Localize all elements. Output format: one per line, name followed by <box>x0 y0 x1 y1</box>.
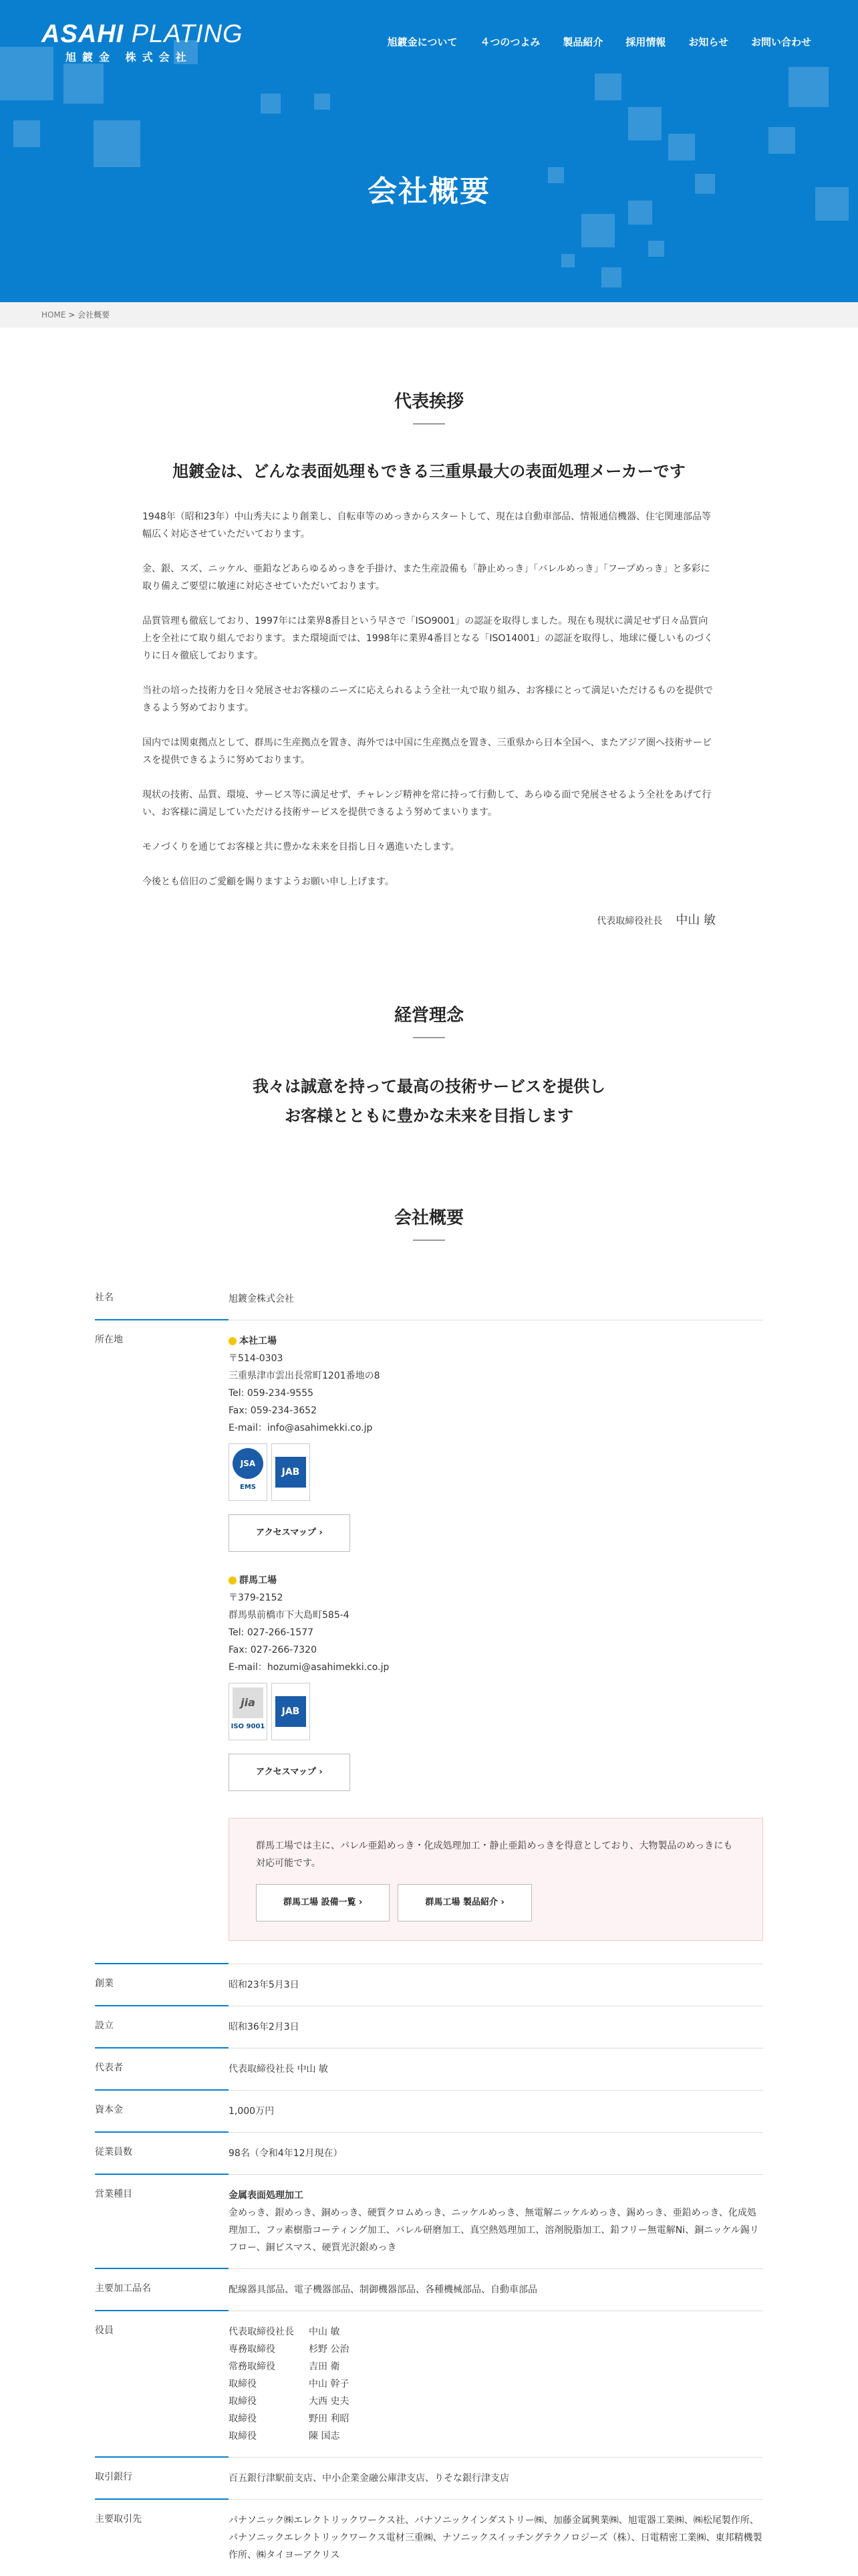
title-divider <box>413 1240 445 1241</box>
gunma-products-button[interactable]: 群馬工場 製品紹介 › <box>398 1884 531 1921</box>
nav-recruit[interactable]: 採用情報 <box>625 36 666 48</box>
greeting-paragraph: 1948年（昭和23年）中山秀夫により創業し、自転車等のめっきからスタートして、現在は自動車部品、情報通信機器、住宅関連部品等幅広く対応させていただいております。 <box>142 511 712 540</box>
greeting-paragraph: 今後とも倍旧のご愛顧を賜りますようお願い申し上げます。 <box>142 876 394 887</box>
row-label: 役員 <box>95 2323 229 2445</box>
philosophy-line: 我々は誠意を持って最高の技術サービスを提供し <box>253 1077 605 1096</box>
row-value: 旭鍍金株式会社 <box>229 1294 294 1304</box>
greeting-headline: 旭鍍金は、どんな表面処理もできる三重県最大の表面処理メーカーです <box>172 462 686 481</box>
factory-zip: 〒379-2152 <box>229 1593 283 1603</box>
gunma-equipment-button[interactable]: 群馬工場 設備一覧 › <box>256 1884 390 1921</box>
table-row <box>95 2269 763 2311</box>
greeting-signature <box>142 911 716 928</box>
factory-address: 三重県津市雲出長常町1201番地の8 <box>229 1371 380 1381</box>
factory-address: 群馬県前橋市下大島町585-4 <box>229 1610 349 1621</box>
officer-item: 取締役 大西 史夫 <box>229 2396 349 2407</box>
row-label: 創業 <box>95 1976 229 1994</box>
breadcrumb-home[interactable]: HOME <box>41 310 66 320</box>
row-label: 主要加工品名 <box>95 2281 229 2299</box>
table-row-address <box>95 1320 763 1964</box>
row-label: 取引銀行 <box>95 2470 229 2487</box>
factory-tel: Tel: 059-234-9555 <box>229 1388 314 1399</box>
officer-item: 常務取締役 吉田 衛 <box>229 2361 340 2372</box>
factory-zip: 〒514-0303 <box>229 1353 283 1364</box>
greeting-paragraph: モノづくりを通じてお客様と共に豊かな未来を目指し日々邁進いたします。 <box>142 842 460 852</box>
row-value: 昭和23年5月3日 <box>229 1980 299 1990</box>
greeting-paragraph: 当社の培った技術力を日々発展させお客様のニーズに応えられるよう全社一丸で取り組み、お客様にとって満足いただけるものを提供できるよう努めております。 <box>142 685 713 713</box>
table-row <box>95 2006 763 2048</box>
signature-name: 中山 敏 <box>676 913 716 927</box>
greeting-paragraph: 品質管理も徹底しており、1997年には業界8番目という早さで「ISO9001」の認証を取得しました。現在も現状に満足せず日々品質向上を全社にて取り組んでおります。また環境面では、1998年に業界4番目となる「ISO14001」の認証を取得し、地球に優しいものづくりに日々徹底しております。 <box>142 616 713 661</box>
nav-contact[interactable]: お問い合わせ <box>750 36 811 48</box>
signature-role: 代表取締役社長 <box>597 916 663 927</box>
row-value <box>229 2323 763 2445</box>
officer-item: 取締役 陳 国志 <box>229 2431 340 2442</box>
table-row <box>95 1278 763 1320</box>
brand-sub: PLATING <box>131 20 243 48</box>
row-value: 百五銀行津駅前支店、中小企業金融公庫津支店、りそな銀行津支店 <box>229 2473 509 2484</box>
row-label: 社名 <box>95 1290 229 1308</box>
business-text: 金めっき、銀めっき、銅めっき、硬質クロムめっき、ニッケルめっき、無電解ニッケルめっき、錫めっき、亜鉛めっき、化成処理加工、フッ素樹脂コーティング加工、バレル研磨加工、真空熱処理加工、溶剤脱脂加工、鉛フリー無電解Ni、銅ニッケル錫リフロー、銅ビスマス、硬質光沢銀めっき <box>229 2208 759 2253</box>
greeting-body <box>142 508 716 891</box>
access-map-button[interactable]: アクセスマップ › <box>229 1514 350 1552</box>
greeting-paragraph: 金、銀、スズ、ニッケル、亜鉛などあらゆるめっきを手掛け、また生産設備も「静止めっき」「バレルめっき」「フープめっき」と多彩に取り備えご要望に敏速に対応させていただいております。 <box>142 564 710 592</box>
jsa-cert-logo: JSA EMS <box>229 1443 267 1501</box>
table-row <box>95 2458 763 2500</box>
brand-name: ASAHI <box>41 20 124 48</box>
jab-cert-logo: JAB <box>271 1683 310 1740</box>
site-logo[interactable] <box>41 20 243 64</box>
philosophy-text <box>0 1072 858 1131</box>
factory-fax: Fax: 059-234-3652 <box>229 1405 317 1416</box>
row-value: 代表取締役社長 中山 敏 <box>229 2064 328 2075</box>
nav-products[interactable]: 製品紹介 <box>563 36 603 48</box>
officer-item: 代表取締役社長 中山 敏 <box>229 2327 340 2337</box>
breadcrumb-current: 会社概要 <box>78 310 110 320</box>
jab-cert-logo: JAB <box>271 1443 310 1501</box>
jia-cert-logo: jia ISO 9001 <box>229 1683 267 1740</box>
row-value: パナソニック㈱エレクトリックワークス社、パナソニックインダストリー㈱、加藤金属興業㈱、旭電器工業㈱、㈱松尾製作所、パナソニックエレクトリックワークス電材三重㈱、ナソニックスイッチングテクノロジーズ（株）、日電精密工業㈱、東邦精機製作所、㈱タイヨーアクリス <box>229 2515 762 2561</box>
title-divider <box>413 1037 445 1038</box>
greeting-paragraph: 現状の技術、品質、環境、サービス等に満足せず、チャレンジ精神を常に持って行動して、あらゆる面で発展させるよう全社をあげて行い、お客様に満足していただける技術サービスを提供できるよう努めてまいります。 <box>142 790 712 818</box>
officer-item: 取締役 中山 幹子 <box>229 2379 349 2389</box>
factory-tel: Tel: 027-266-1577 <box>229 1627 314 1638</box>
table-row <box>95 2311 763 2458</box>
row-label: 資本金 <box>95 2103 229 2120</box>
factory-title: 群馬工場 <box>229 1572 763 1589</box>
greeting-title: 代表挨拶 <box>394 392 464 412</box>
access-map-button[interactable]: アクセスマップ › <box>229 1754 350 1791</box>
row-value: 配線器具部品、電子機器部品、制御機器部品、各種機械部品、自動車部品 <box>229 2285 537 2295</box>
nav-news[interactable]: お知らせ <box>688 36 728 48</box>
marker-icon <box>229 1576 237 1585</box>
row-label: 所在地 <box>95 1332 229 1952</box>
philosophy-line: お客様とともに豊かな未来を目指します <box>285 1106 573 1125</box>
table-row <box>95 2175 763 2269</box>
row-value <box>229 1332 763 1952</box>
overview-title: 会社概要 <box>394 1208 464 1228</box>
row-value: 1,000万円 <box>229 2106 275 2117</box>
company-table <box>95 1278 763 2576</box>
cert-logos <box>229 1683 763 1740</box>
title-divider <box>413 423 445 425</box>
breadcrumb-separator: > <box>65 310 78 320</box>
table-row <box>95 2091 763 2133</box>
row-label: 営業種目 <box>95 2187 229 2256</box>
row-label: 設立 <box>95 2018 229 2036</box>
nav-about[interactable]: 旭鍍金について <box>387 36 458 48</box>
brand-jp: 旭鍍金 株式会社 <box>65 51 192 64</box>
factory-email[interactable]: E-mail：info@asahimekki.co.jp <box>229 1423 373 1433</box>
cert-logos <box>229 1443 763 1501</box>
factory-title: 本社工場 <box>229 1332 763 1350</box>
factory-email[interactable]: E-mail：hozumi@asahimekki.co.jp <box>229 1662 390 1673</box>
table-row <box>95 2048 763 2091</box>
philosophy-title: 経営理念 <box>394 1006 464 1026</box>
row-label: 主要取引先 <box>95 2514 142 2525</box>
hero-banner <box>0 0 858 302</box>
global-nav <box>365 35 811 49</box>
row-label: 従業員数 <box>95 2145 229 2162</box>
greeting-paragraph: 国内では関東拠点として、群馬に生産拠点を置き、海外では中国に生産拠点を置き、三重県から日本全国へ、またアジア圏へ技術サービスを提供できるように努めております。 <box>142 737 712 766</box>
table-row <box>95 2133 763 2175</box>
business-head: 金属表面処理加工 <box>229 2190 303 2201</box>
marker-icon <box>229 1337 237 1345</box>
officer-item: 取締役 野田 利昭 <box>229 2414 349 2424</box>
row-value: 98名（令和4年12月現在） <box>229 2148 343 2159</box>
gunma-note-text: 群馬工場では主に、バレル亜鉛めっき・化成処理加工・静止亜鉛めっきを得意としており、大物製品のめっきにも対応可能です。 <box>256 1841 733 1869</box>
row-value: 昭和36年2月3日 <box>229 2022 299 2032</box>
table-row <box>95 1964 763 2006</box>
officer-item: 専務取締役 杉野 公治 <box>229 2344 349 2355</box>
factory-fax: Fax: 027-266-7320 <box>229 1645 317 1655</box>
row-label: 代表者 <box>95 2061 229 2078</box>
table-row <box>95 2500 763 2576</box>
page-title: 会社概要 <box>368 174 490 209</box>
gunma-note-box <box>229 1818 763 1941</box>
nav-strengths[interactable]: ４つのつよみ <box>480 36 541 48</box>
breadcrumb <box>0 302 858 328</box>
row-value <box>229 2187 763 2256</box>
